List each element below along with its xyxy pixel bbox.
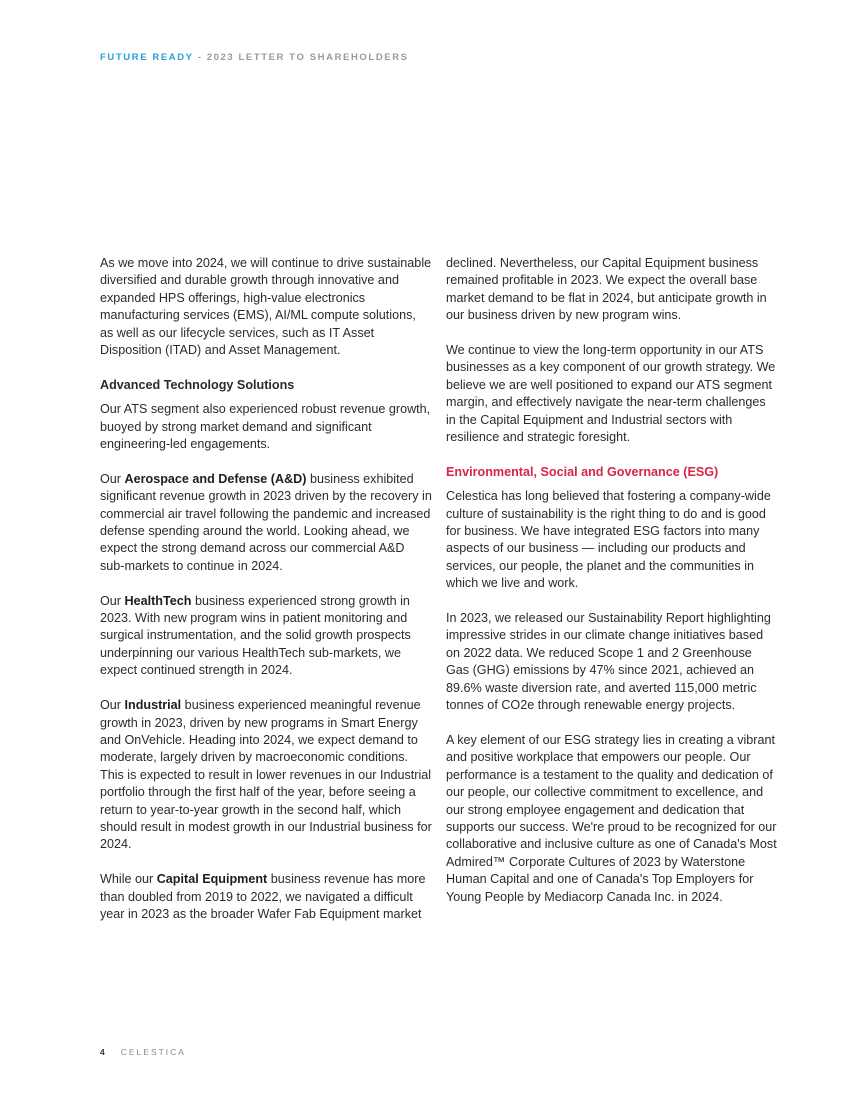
industrial-paragraph [100,697,432,854]
healthtech-paragraph [100,593,432,680]
capital-post: business revenue has more than doubled from 2019 to 2022, we navigated a difficult year in 2023 as the broader Wafer Fab Equipment market [100,872,426,921]
ats-paragraph: Our ATS segment also experienced robust revenue growth, buoyed by strong market demand and significant engineering-led engagements. [100,402,431,452]
industrial-bold: Industrial [124,698,182,713]
ats-heading: Advanced Technology Solutions [100,377,295,392]
ats-opportunity-paragraph: We continue to view the long-term opportunity in our ATS businesses as a key component of our growth strategy. We believe we are well positioned to expand our ATS segment margin, and effectively navigate the near-term challenges in the Capital Equipment and Industrial sectors with resilience and strategic foresight. [446,343,776,445]
healthtech-bold: HealthTech [124,593,192,608]
running-header [100,52,409,63]
capital-pre: While our [100,872,157,887]
capital-continuation-paragraph: declined. Nevertheless, our Capital Equipment business remained profitable in 2023. We expect the overall base market demand to be flat in 2024, but anticipate growth in our business driven by new program wins. [446,256,767,323]
aerospace-post: business exhibited significant revenue growth in 2023 driven by the recovery in commercial air travel following the pandemic and increased defense spending around the world. Looking ahead, we expect the strong demand across our commercial A&D sub-markets to continue in 2024. [100,471,432,573]
intro-paragraph: As we move into 2024, we will continue to drive sustainable diversified and durable growth through innovative and expanded HPS offerings, high-value electronics manufacturing services (EMS), AI/ML compute solutions, as well as our lifecycle services, such as IT Asset Disposition (ITAD) and Asset Management. [100,256,432,358]
capital-bold: Capital Equipment [156,872,268,887]
right-column [446,255,778,923]
sustainability-report-paragraph: In 2023, we released our Sustainability Report highlighting impressive strides in our climate change initiatives based on 2022 data. We reduced Scope 1 and 2 Greenhouse Gas (GHG) emissions by 47% since 2021, achieved an 89.6% waste diversion rate, and averted 115,000 metric tonnes of CO2e through renewable energy projects. [446,611,771,713]
capital-equipment-paragraph [100,871,432,923]
workplace-paragraph: A key element of our ESG strategy lies in creating a vibrant and positive workplace that empowers our people. Our performance is a testament to the quality and dedication of our people, our collective commitment to excellence, and our strong employee engagement and dedication that supports our success. We're proud to be recognized for our collaborative and inclusive culture as one of Canada's Most Admired™ Corporate Cultures of 2023 by Waterstone Human Capital and one of Canada's Top Employers for Young People by Mediacorp Canada Inc. in 2024. [446,732,777,904]
esg-culture-paragraph: Celestica has long believed that fostering a company-wide culture of sustainability is the right thing to do and is good for business. We have integrated ESG factors into many aspects of our business — including our products and services, our people, the planet and the communities in which we live and work. [446,489,771,591]
header-brand: FUTURE READY [100,52,194,63]
page-number: 4 [100,1047,107,1057]
esg-heading: Environmental, Social and Governance (ESG) [446,464,719,479]
aerospace-paragraph [100,471,432,575]
header-separator: - [193,52,207,63]
industrial-post: business experienced meaningful revenue growth in 2023, driven by new programs in Smart Energy and OnVehicle. Heading into 2024, we expect demand to moderate, largely driven by macroeconomic conditions. This is expected to result in lower revenues in our Industrial portfolio through the first half of the year, before seeing a return to year-to-year growth in the second half, which should result in modest growth in our Industrial business for 2024. [100,698,432,852]
page-footer [100,1047,186,1057]
aerospace-pre: Our [100,471,125,486]
header-subtitle: 2023 LETTER TO SHAREHOLDERS [206,52,409,63]
footer-company: CELESTICA [120,1047,186,1057]
aerospace-bold: Aerospace and Defense (A&D) [124,471,307,486]
industrial-pre: Our [100,698,125,713]
left-column [100,255,432,941]
healthtech-post: business experienced strong growth in 2023. With new program wins in patient monitoring and surgical instrumentation, and the solid growth prospects underpinning our various HealthTech sub-markets, we expect continued strength in 2024. [100,593,411,678]
healthtech-pre: Our [100,593,125,608]
